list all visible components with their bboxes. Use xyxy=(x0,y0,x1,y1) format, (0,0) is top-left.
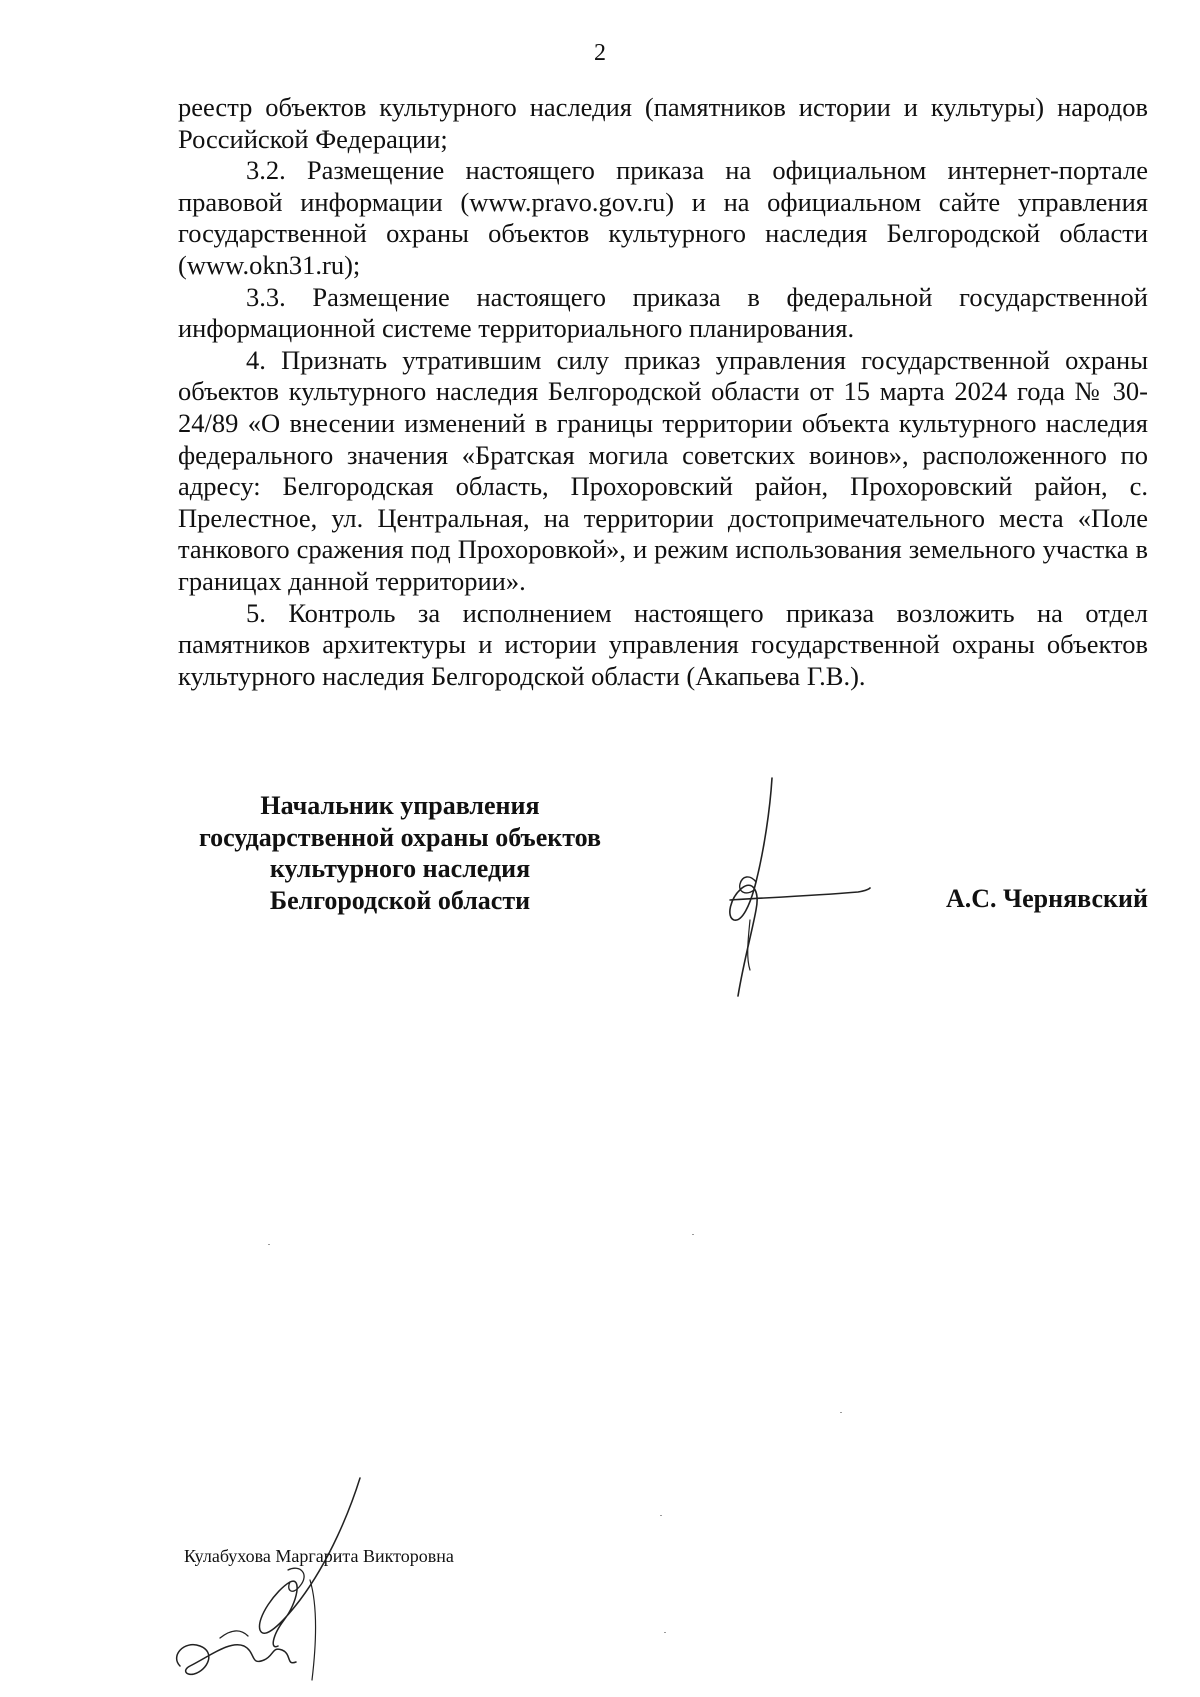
paragraph-3-3: 3.3. Размещение настоящего приказа в федеральной государственной информационной системе территориального планирования. xyxy=(178,281,1148,344)
executor-signature-icon xyxy=(160,1470,420,1690)
scan-speck xyxy=(840,1412,842,1413)
document-body xyxy=(178,92,1148,692)
signer-title-line: Белгородской области xyxy=(269,885,531,915)
scan-speck xyxy=(692,1234,694,1235)
handwritten-signature-icon xyxy=(690,770,920,1000)
paragraph-registry-continuation: реестр объектов культурного наследия (памятников истории и культуры) народов Российской Федерации; xyxy=(178,92,1148,154)
executor-name: Кулабухова Маргарита Викторовна xyxy=(184,1546,454,1566)
signer-title-line: государственной охраны объектов xyxy=(198,822,602,852)
signer-title-line: культурного наследия xyxy=(269,854,531,884)
paragraph-3-2: 3.2. Размещение настоящего приказа на официальном интернет-портале правовой информации (www.pravo.gov.ru) и на официальном сайте управления государственной охраны объектов культурного наследия Белгородской области (www.okn31.ru); xyxy=(178,155,1148,280)
signer-title-line: Начальник управления xyxy=(260,791,540,820)
paragraph-5: 5. Контроль за исполнением настоящего приказа возложить на отдел памятников архитектуры и истории управления государственной охраны объектов культурного наследия Белгородской области (Акапьева Г.В.). xyxy=(178,597,1148,691)
paragraph-4: 4. Признать утратившим силу приказ управления государственной охраны объектов культурного наследия Белгородской области от 15 марта 2024 года № 30-24/89 «О внесении изменений в границы территории объекта культурного наследия федерального значения «Братская могила советских воинов», расположенного по адресу: Белгородская область, Прохоровский район, Прохоровский район, с. Прелестное, ул. Центральная, на территории достопримечательного места «Поле танкового сражения под Прохоровкой», и режим использования земельного участка в границах данной территории». xyxy=(178,344,1148,596)
page-number: 2 xyxy=(594,40,606,66)
scan-speck xyxy=(660,1515,662,1516)
scan-speck xyxy=(664,1632,666,1633)
scan-speck xyxy=(268,1244,270,1245)
signer-name: А.С. Чернявский xyxy=(945,884,1148,913)
signer-title xyxy=(150,790,650,916)
